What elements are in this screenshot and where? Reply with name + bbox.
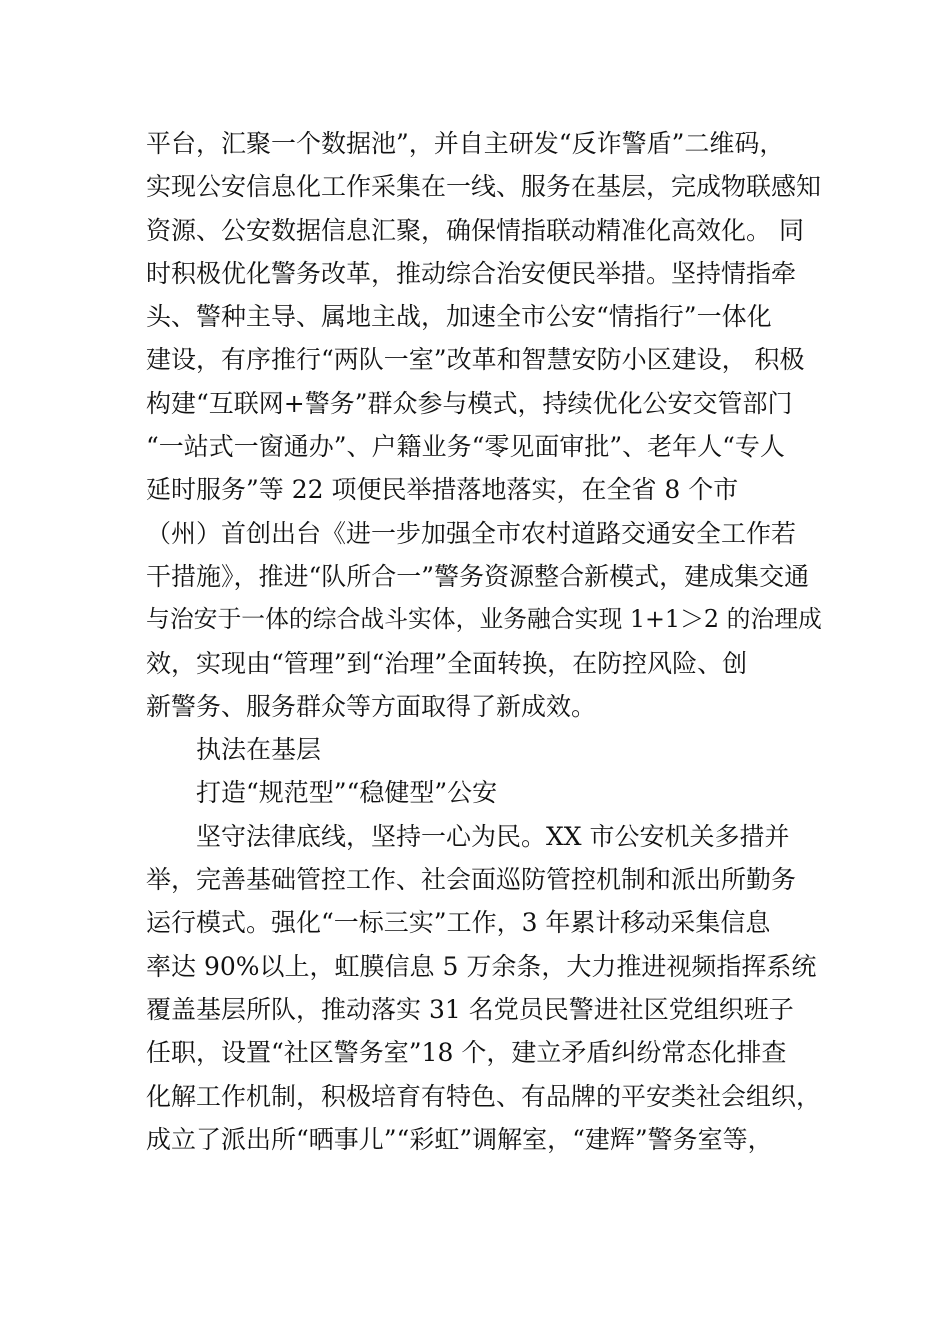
text-line: 资源、公安数据信息汇聚，确保情指联动精准化高效化。 同 xyxy=(146,215,804,245)
text-line: 新警务、服务群众等方面取得了新成效。 xyxy=(146,691,597,721)
text-line: 任职，设置“社区警务室”18 个，建立矛盾纠纷常态化排查 xyxy=(146,1038,787,1068)
document-body xyxy=(146,122,826,1161)
text-line: 效，实现由“管理”到“治理”全面转换，在防控风险、创 xyxy=(146,648,748,678)
text-line: 举，完善基础管控工作、社会面巡防管控机制和派出所勤务 xyxy=(146,865,797,895)
text-line: 干措施》，推进“队所合一”警务资源整合新模式，建成集交通 xyxy=(146,561,810,591)
text-line: 建设，有序推行“两队一室”改革和智慧安防小区建设， 积极 xyxy=(146,345,805,375)
text-line: “一站式一窗通办”、户籍业务“零见面审批”、老年人“专人 xyxy=(146,432,785,462)
text-line: 头、警种主导、属地主战，加速全市公安“情指行”一体化 xyxy=(146,302,772,332)
text-line: 率达 90%以上，虹膜信息 5 万余条，大力推进视频指挥系统 xyxy=(146,951,817,981)
paragraph-first-line: 打造“规范型”“稳健型”公安 xyxy=(196,778,498,808)
text-line: 与治安于一体的综合战斗实体，业务融合实现 1+1＞2 的治理成 xyxy=(146,605,822,634)
text-line: 覆盖基层所队，推动落实 31 名党员民警进社区党组织班子 xyxy=(146,994,794,1024)
text-line: 化解工作机制，积极培育有特色、有品牌的平安类社会组织， xyxy=(146,1081,822,1111)
text-line: 平台，汇聚一个数据池”，并自主研发“反诈警盾”二维码， xyxy=(146,129,785,158)
text-line: （州）首创出台《进一步加强全市农村道路交通安全工作若 xyxy=(146,518,797,548)
text-line: 实现公安信息化工作采集在一线、服务在基层，完成物联感知 xyxy=(146,172,822,202)
paragraph-first-line: 坚守法律底线，坚持一心为民。XX 市公安机关多措并 xyxy=(196,821,790,851)
paragraph-first-line: 执法在基层 xyxy=(196,735,322,765)
text-line: 构建“互联网+警务”群众参与模式，持续优化公安交管部门 xyxy=(146,388,793,418)
text-line: 运行模式。强化“一标三实”工作，3 年累计移动采集信息 xyxy=(146,908,771,938)
text-line: 时积极优化警务改革，推动综合治安便民举措。坚持情指牵 xyxy=(146,258,797,288)
text-line: 成立了派出所“晒事儿”“彩虹”调解室，“建辉”警务室等， xyxy=(146,1124,773,1154)
text-line: 延时服务”等 22 项便民举措落地落实，在全省 8 个市 xyxy=(146,475,739,505)
